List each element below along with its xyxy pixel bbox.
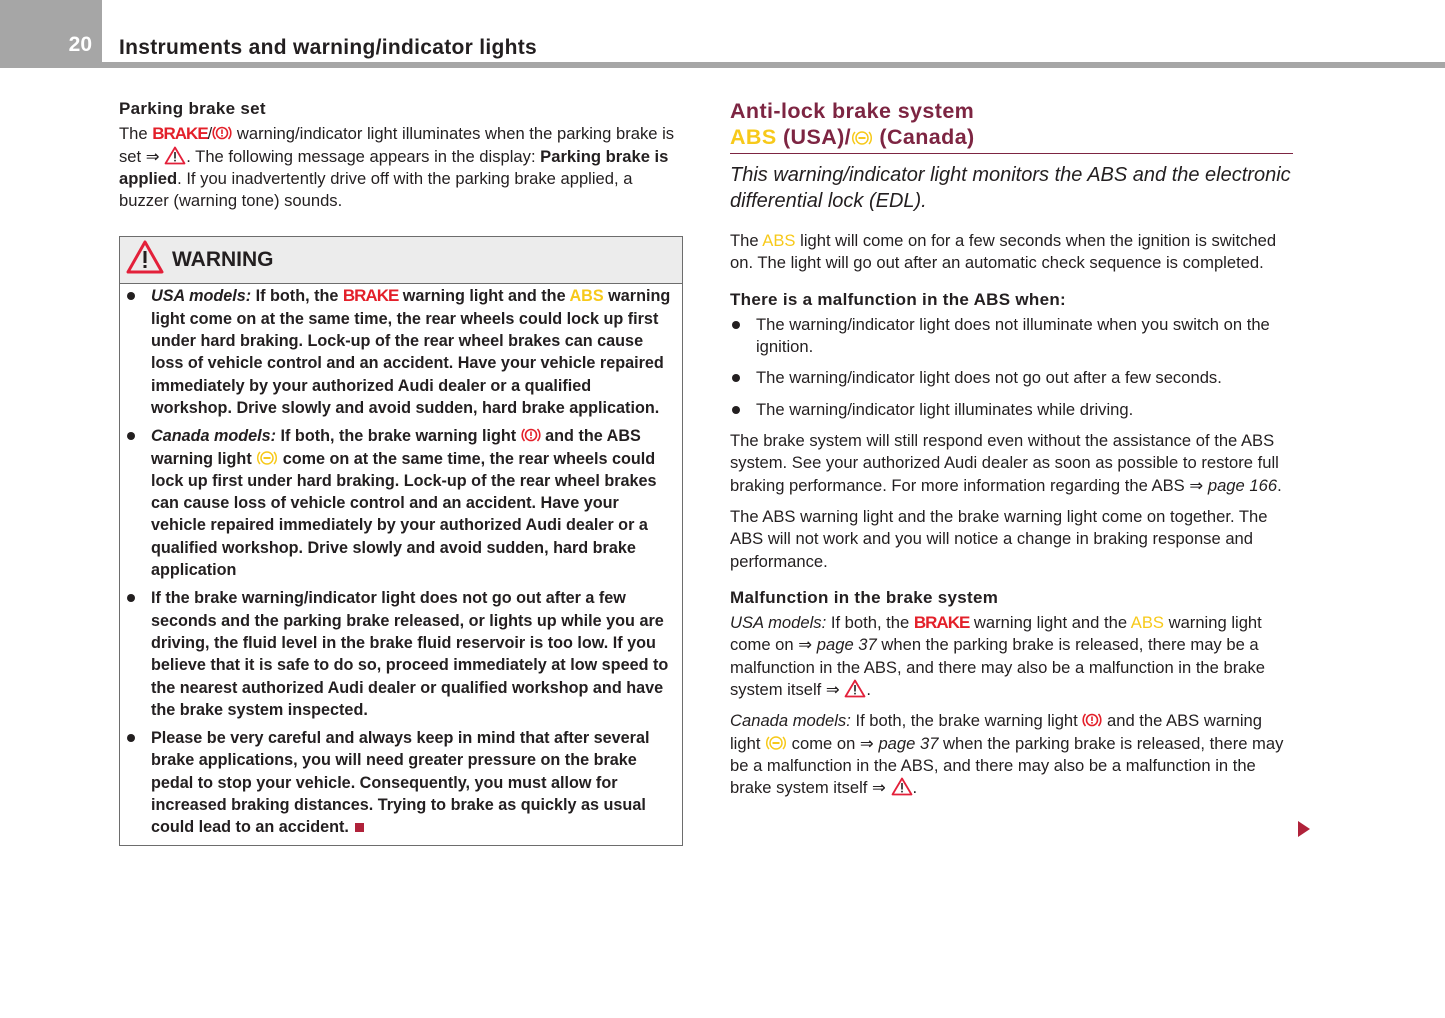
section-title — [730, 98, 1295, 150]
text-run: come on ⇒ — [787, 733, 879, 753]
italic-text: Canada models: — [730, 711, 851, 731]
text-run: The — [119, 124, 153, 144]
paragraph — [730, 506, 1295, 573]
text-run: . — [1277, 475, 1282, 495]
bullet-item — [730, 367, 1295, 389]
bullet-icon — [730, 367, 750, 389]
abs-indicator-label: ABS — [762, 231, 796, 250]
text-run: . The following message appears in the display: — [186, 146, 541, 166]
text-run: The brake system will still respond even without the assistance of the ABS system. See your authorized Audi dealer as soon as possible to restore full braking performance. For more information regarding the ABS ⇒ — [730, 431, 1279, 495]
bullet-icon — [125, 727, 145, 749]
brake-indicator-label: BRAKE — [152, 124, 208, 144]
warning-triangle-icon — [126, 240, 164, 280]
abs-warning-icon — [851, 129, 873, 147]
abs-warning-icon — [765, 734, 787, 752]
warning-triangle-icon — [844, 679, 866, 698]
bullet-icon — [730, 399, 750, 421]
brake-warning-icon — [521, 426, 541, 444]
warning-triangle-icon — [891, 777, 913, 796]
bullet-icon — [125, 285, 145, 307]
bullet-icon — [125, 425, 145, 447]
page-number-box — [0, 0, 102, 68]
italic-text: page 37 — [878, 733, 939, 753]
italic-text: page 166 — [1207, 475, 1278, 495]
lead-text: This warning/indicator light monitors the ABS and the electronic differential lock (EDL). — [730, 164, 1291, 212]
abs-indicator-label: ABS — [1130, 613, 1164, 633]
paragraph — [730, 230, 1295, 275]
brake-indicator-label: BRAKE — [342, 286, 399, 306]
chapter-title: Instruments and warning/indicator lights — [119, 36, 538, 59]
intro-paragraph — [119, 123, 675, 212]
text-run: / — [207, 124, 213, 144]
warning-bullet — [125, 285, 676, 419]
italic-text: USA models: — [730, 613, 827, 633]
text-run: If both, the brake warning light — [276, 427, 521, 446]
warning-header — [120, 237, 682, 284]
text-run: . If you inadvertently drive off with the parking brake applied, a buzzer (warning tone) sounds. — [119, 168, 633, 211]
subheading: There is a malfunction in the ABS when: — [730, 289, 1066, 309]
header-rule — [102, 62, 1445, 68]
text-run: If the brake warning/indicator light does not go out after a few seconds and the parking brake released, or lights up while you are driving, the fluid level in the brake fluid reservoir is too low. If you believe that it is safe to do so, proceed immediately at low speed to the nearest authorized Audi dealer or qualified workshop and have the brake system inspected. — [151, 589, 669, 719]
text-run: and the ABS warning light — [151, 427, 641, 468]
text-run: warning light and the — [398, 287, 570, 306]
warning-box — [119, 236, 683, 845]
section-heading: Parking brake set — [119, 99, 266, 118]
text-run: If both, the — [826, 613, 914, 633]
abs-indicator-label: ABS — [569, 287, 604, 306]
bold-text: Parking brake is applied — [119, 146, 669, 188]
right-column — [730, 98, 1295, 809]
bullet-item — [730, 314, 1295, 359]
title-rule — [730, 153, 1293, 154]
text-run: light will come on for a few seconds when the ignition is switched on. The light will go out after an automatic check sequence is completed. — [730, 231, 1277, 273]
paragraph — [730, 710, 1295, 799]
brake-warning-icon — [212, 124, 232, 142]
bullet-text: The warning/indicator light illuminates while driving. — [756, 399, 1134, 419]
text-run: warning light and the — [969, 613, 1131, 633]
text-run: warning light come on ⇒ — [730, 613, 1262, 655]
italic-text: Canada models: — [151, 427, 277, 446]
text-run: If both, the brake warning light — [850, 711, 1083, 731]
bullet-text: The warning/indicator light does not illuminate when you switch on the ignition. — [756, 314, 1270, 357]
next-page-arrow-icon[interactable] — [1298, 821, 1310, 837]
brake-indicator-label: BRAKE — [913, 613, 970, 633]
text-run: Please be very careful and always keep in mind that after several brake applications, you will need greater pressure on the brake pedal to stop your vehicle. Consequently, you must allow for increased braking distances. Trying to brake as quickly as usual could lead to an accident. — [151, 729, 650, 837]
abs-warning-icon — [256, 449, 278, 467]
text-run: If both, the — [251, 287, 343, 306]
paragraph — [730, 612, 1295, 701]
text-run: warning/indicator light illuminates when the parking brake is set ⇒ — [119, 124, 675, 166]
page-number: 20 — [68, 33, 92, 56]
paragraph — [730, 430, 1295, 497]
text-run: The ABS warning light and the brake warning light come on together. The ABS will not work and you will notice a change in braking response and performance. — [730, 506, 1268, 571]
text-run: . — [866, 680, 872, 700]
warning-body — [120, 284, 682, 838]
text-run: when the parking brake is released, there may be a malfunction in the ABS, and there may also be a malfunction in the brake system itself ⇒ — [730, 733, 1284, 798]
warning-title: WARNING — [172, 248, 274, 272]
text-run: come on at the same time, the rear wheels could lock up first under hard braking. Lock-up of the rear wheel brakes can cause loss of vehicle control and an accident. Have your vehicle repaired immediately by your authorized Audi dealer or a qualified workshop. Drive slowly and avoid sudden, hard brake application — [151, 449, 657, 580]
text-run: when the parking brake is released, there may be a malfunction in the ABS, and there may also be a malfunction in the brake system itself ⇒ — [730, 635, 1266, 700]
bullet-text: The warning/indicator light does not go out after a few seconds. — [756, 368, 1222, 388]
warning-bullet — [125, 587, 676, 721]
text-run: and the ABS warning light — [730, 711, 1262, 753]
warning-bullet — [125, 727, 676, 838]
canada-label: (Canada) — [873, 125, 975, 149]
warning-bullet — [125, 425, 676, 581]
subheading: Malfunction in the brake system — [730, 587, 999, 607]
warning-triangle-icon — [164, 146, 186, 165]
bullet-icon — [730, 314, 750, 336]
italic-text: page 37 — [816, 635, 877, 655]
section-title-line1: Anti-lock brake system — [730, 99, 975, 123]
brake-warning-icon — [1082, 711, 1102, 729]
usa-label: (USA)/ — [776, 125, 852, 149]
bullet-list — [730, 314, 1295, 421]
abs-label: ABS — [730, 125, 777, 149]
end-square-icon — [355, 823, 364, 832]
bullet-item — [730, 399, 1295, 421]
italic-text: USA models: — [151, 287, 252, 306]
text-run: . — [912, 778, 918, 798]
text-run: The — [730, 231, 763, 250]
left-column — [119, 98, 675, 846]
bullet-icon — [125, 587, 145, 609]
text-run: warning light come on at the same time, the rear wheels could lock up first under hard braking. Lock-up of the rear wheel brakes can cause loss of vehicle control and an accident. Have your vehicle repaired immediately by your authorized Audi dealer or a qualified workshop. Drive slowly and avoid sudden, hard brake application. — [151, 287, 671, 417]
